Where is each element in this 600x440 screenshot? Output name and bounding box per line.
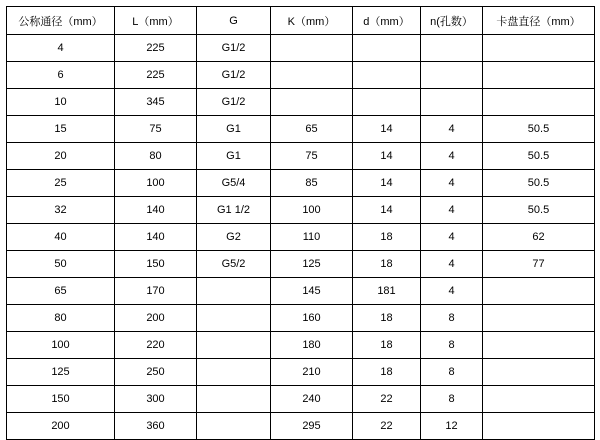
table-body: [7, 35, 595, 440]
cell-g: G1/2: [197, 62, 271, 89]
table-row: [7, 359, 595, 386]
cell-g: [197, 332, 271, 359]
cell-length: 140: [115, 224, 197, 251]
cell-k: 240: [271, 386, 353, 413]
table-row: [7, 116, 595, 143]
cell-nominal-diameter: 100: [7, 332, 115, 359]
cell-n-holes: [421, 89, 483, 116]
table-row: [7, 278, 595, 305]
cell-d: [353, 35, 421, 62]
cell-chuck-diameter: [483, 62, 595, 89]
cell-k: 180: [271, 332, 353, 359]
cell-chuck-diameter: 50.5: [483, 116, 595, 143]
cell-d: 18: [353, 251, 421, 278]
cell-chuck-diameter: 77: [483, 251, 595, 278]
cell-nominal-diameter: 20: [7, 143, 115, 170]
cell-nominal-diameter: 32: [7, 197, 115, 224]
column-header-d: d（mm）: [353, 7, 421, 35]
cell-n-holes: [421, 62, 483, 89]
cell-g: [197, 413, 271, 440]
cell-nominal-diameter: 6: [7, 62, 115, 89]
column-header-n-holes: n(孔数）: [421, 7, 483, 35]
cell-g: [197, 386, 271, 413]
table-row: [7, 143, 595, 170]
cell-g: [197, 305, 271, 332]
cell-n-holes: 4: [421, 224, 483, 251]
cell-n-holes: 8: [421, 386, 483, 413]
cell-g: G1: [197, 143, 271, 170]
cell-chuck-diameter: [483, 413, 595, 440]
cell-k: 85: [271, 170, 353, 197]
cell-nominal-diameter: 150: [7, 386, 115, 413]
cell-nominal-diameter: 15: [7, 116, 115, 143]
cell-length: 345: [115, 89, 197, 116]
cell-chuck-diameter: 50.5: [483, 197, 595, 224]
cell-d: 18: [353, 224, 421, 251]
cell-n-holes: 4: [421, 251, 483, 278]
cell-chuck-diameter: [483, 386, 595, 413]
table-row: [7, 413, 595, 440]
cell-length: 100: [115, 170, 197, 197]
table-header-row: [7, 7, 595, 35]
cell-k: 210: [271, 359, 353, 386]
cell-d: 22: [353, 386, 421, 413]
cell-n-holes: 8: [421, 305, 483, 332]
cell-g: G5/2: [197, 251, 271, 278]
cell-length: 360: [115, 413, 197, 440]
cell-chuck-diameter: 62: [483, 224, 595, 251]
cell-g: G5/4: [197, 170, 271, 197]
cell-chuck-diameter: 50.5: [483, 143, 595, 170]
cell-g: G1/2: [197, 89, 271, 116]
cell-g: G1/2: [197, 35, 271, 62]
table-row: [7, 251, 595, 278]
cell-chuck-diameter: 50.5: [483, 170, 595, 197]
cell-k: 295: [271, 413, 353, 440]
cell-d: 14: [353, 197, 421, 224]
cell-g: G1: [197, 116, 271, 143]
cell-g: G1 1/2: [197, 197, 271, 224]
cell-n-holes: 12: [421, 413, 483, 440]
cell-d: [353, 89, 421, 116]
cell-chuck-diameter: [483, 332, 595, 359]
cell-d: 14: [353, 116, 421, 143]
table-row: [7, 305, 595, 332]
cell-k: 125: [271, 251, 353, 278]
cell-length: 225: [115, 62, 197, 89]
cell-length: 140: [115, 197, 197, 224]
cell-n-holes: 8: [421, 332, 483, 359]
cell-k: 160: [271, 305, 353, 332]
cell-g: [197, 278, 271, 305]
cell-length: 200: [115, 305, 197, 332]
cell-g: [197, 359, 271, 386]
cell-n-holes: [421, 35, 483, 62]
cell-nominal-diameter: 200: [7, 413, 115, 440]
cell-d: 181: [353, 278, 421, 305]
cell-length: 80: [115, 143, 197, 170]
cell-d: 18: [353, 332, 421, 359]
cell-length: 150: [115, 251, 197, 278]
cell-d: 22: [353, 413, 421, 440]
table-row: [7, 332, 595, 359]
cell-length: 220: [115, 332, 197, 359]
table-row: [7, 224, 595, 251]
cell-k: [271, 35, 353, 62]
cell-n-holes: 4: [421, 116, 483, 143]
cell-chuck-diameter: [483, 278, 595, 305]
cell-chuck-diameter: [483, 359, 595, 386]
cell-nominal-diameter: 80: [7, 305, 115, 332]
cell-length: 300: [115, 386, 197, 413]
cell-chuck-diameter: [483, 305, 595, 332]
specification-table: [6, 6, 595, 440]
cell-n-holes: 4: [421, 278, 483, 305]
cell-n-holes: 4: [421, 197, 483, 224]
table-row: [7, 170, 595, 197]
cell-k: 65: [271, 116, 353, 143]
cell-k: [271, 62, 353, 89]
cell-d: 18: [353, 305, 421, 332]
cell-k: 100: [271, 197, 353, 224]
cell-chuck-diameter: [483, 35, 595, 62]
cell-length: 225: [115, 35, 197, 62]
cell-length: 75: [115, 116, 197, 143]
cell-d: [353, 62, 421, 89]
cell-nominal-diameter: 65: [7, 278, 115, 305]
cell-k: 75: [271, 143, 353, 170]
cell-nominal-diameter: 10: [7, 89, 115, 116]
cell-n-holes: 4: [421, 143, 483, 170]
table-row: [7, 35, 595, 62]
cell-nominal-diameter: 50: [7, 251, 115, 278]
cell-d: 14: [353, 143, 421, 170]
cell-d: 18: [353, 359, 421, 386]
column-header-g: G: [197, 7, 271, 35]
cell-k: 110: [271, 224, 353, 251]
table-row: [7, 89, 595, 116]
cell-nominal-diameter: 4: [7, 35, 115, 62]
cell-n-holes: 4: [421, 170, 483, 197]
cell-d: 14: [353, 170, 421, 197]
table-row: [7, 386, 595, 413]
cell-chuck-diameter: [483, 89, 595, 116]
column-header-nominal-diameter: 公称通径（mm）: [7, 7, 115, 35]
cell-k: 145: [271, 278, 353, 305]
table-row: [7, 62, 595, 89]
column-header-k: K（mm）: [271, 7, 353, 35]
cell-nominal-diameter: 125: [7, 359, 115, 386]
cell-nominal-diameter: 25: [7, 170, 115, 197]
cell-length: 250: [115, 359, 197, 386]
cell-n-holes: 8: [421, 359, 483, 386]
column-header-length: L（mm）: [115, 7, 197, 35]
cell-k: [271, 89, 353, 116]
cell-nominal-diameter: 40: [7, 224, 115, 251]
cell-g: G2: [197, 224, 271, 251]
table-row: [7, 197, 595, 224]
cell-length: 170: [115, 278, 197, 305]
column-header-chuck-diameter: 卡盘直径（mm）: [483, 7, 595, 35]
